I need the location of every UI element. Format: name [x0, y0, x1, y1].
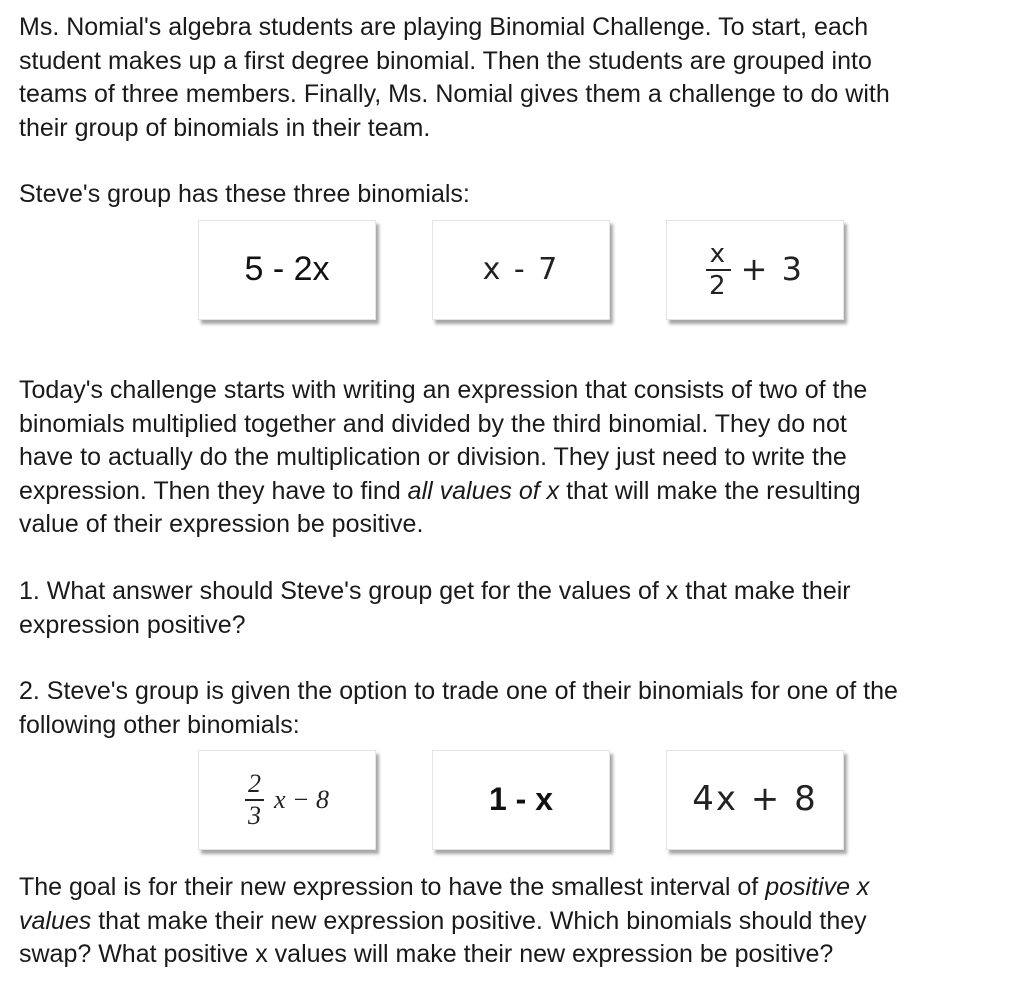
intro-line: their group of binomials in their team. — [19, 113, 431, 142]
binomial-rest: x − 8 — [273, 785, 330, 815]
binomial-card-5-minus-2x — [198, 220, 376, 320]
challenge-text: that will make the resulting — [559, 476, 861, 505]
fraction — [245, 771, 264, 829]
goal-text: that make their new expression positive. Which binomials should they — [91, 906, 867, 935]
question-line: following other binomials: — [19, 710, 300, 739]
goal-paragraph — [19, 871, 1019, 972]
binomial-text: x - 7 — [482, 252, 560, 288]
fraction — [706, 241, 731, 299]
goal-line — [19, 871, 1019, 905]
challenge-line: have to actually do the multiplication or division. They just need to write the — [19, 443, 847, 471]
goal-line: swap? What positive x values will make their new expression be positive? — [19, 940, 834, 968]
goal-line — [19, 905, 1019, 939]
question-line: expression positive? — [19, 610, 246, 639]
fraction-numerator: 2 — [247, 769, 261, 798]
binomial-card-1-minus-x — [432, 750, 610, 850]
group-intro-text: Steve's group has these three binomials: — [19, 180, 470, 208]
intro-line: Ms. Nomial's algebra students are playing Binomial Challenge. To start, each — [19, 13, 869, 41]
fraction-denominator: 2 — [706, 269, 731, 299]
intro-line: teams of three members. Finally, Ms. Nomial gives them a challenge to do with — [19, 80, 890, 108]
goal-emphasis: values — [19, 906, 92, 935]
challenge-emphasis: all values of x — [407, 476, 560, 505]
intro-line: student makes up a first degree binomial. Then the students are grouped into — [19, 46, 872, 75]
goal-text: The goal is for their new expression to have the smallest interval of — [19, 873, 766, 901]
question-2 — [19, 675, 1019, 742]
challenge-line: Today's challenge starts with writing an expression that consists of two of the — [19, 376, 868, 404]
challenge-line: binomials multiplied together and divided by the third binomial. They do not — [19, 409, 847, 438]
fraction-denominator: 3 — [245, 799, 264, 829]
challenge-text: expression. Then they have to find — [19, 476, 408, 505]
intro-paragraph — [19, 11, 1019, 145]
binomial-text: 4x + 8 — [692, 779, 818, 820]
binomial-card-x-minus-7 — [432, 220, 610, 320]
group-intro — [19, 178, 1019, 212]
binomial-card-x-over-2-plus-3 — [666, 220, 844, 320]
fraction-numerator: x — [709, 239, 728, 269]
question-1 — [19, 575, 1019, 642]
question-line: 1. What answer should Steve's group get for the values of x that make their — [19, 577, 851, 605]
goal-emphasis: positive x — [765, 873, 870, 901]
challenge-line — [19, 475, 1019, 509]
binomial-text: 1 - x — [488, 781, 554, 818]
challenge-line: value of their expression be positive. — [19, 510, 424, 538]
question-line: 2. Steve's group is given the option to trade one of their binomials for one of the — [19, 677, 898, 705]
binomial-text: 5 - 2x — [244, 250, 330, 289]
binomial-rest: + 3 — [740, 250, 804, 289]
binomial-card-4x-plus-8 — [666, 750, 844, 850]
binomial-card-two-thirds-x-minus-8 — [198, 750, 376, 850]
challenge-paragraph — [19, 374, 1019, 542]
